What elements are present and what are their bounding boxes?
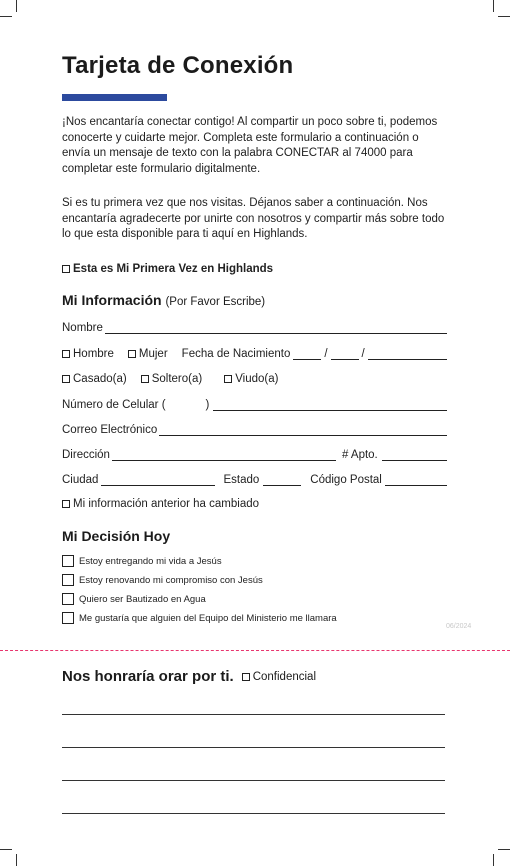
zip-field[interactable] xyxy=(385,474,447,486)
name-label: Nombre xyxy=(62,322,103,334)
date-separator: / xyxy=(324,348,328,360)
crop-mark xyxy=(0,849,12,850)
crop-mark xyxy=(16,854,17,866)
single-label: Soltero(a) xyxy=(151,373,203,385)
document-code: 06/2024 xyxy=(446,623,472,630)
name-row xyxy=(62,318,447,334)
zip-label: Código Postal xyxy=(310,474,382,486)
confidential-checkbox[interactable] xyxy=(242,673,250,681)
decision-label: Quiero ser Bautizado en Agua xyxy=(79,593,206,605)
single-option[interactable] xyxy=(141,373,203,385)
info-heading xyxy=(62,292,265,308)
cut-line xyxy=(0,650,510,651)
decision-label: Estoy entregando mi vida a Jesús xyxy=(79,555,222,567)
intro-paragraph-2: Si es tu primera vez que nos visitas. Déjanos saber a continuación. Nos encantaría agradecerte por unirte con nosotros y compartir más sobre todo lo que esta disponible para ti aquí en Highlands. xyxy=(62,197,445,240)
birth-month-field[interactable] xyxy=(293,348,321,360)
cell-row xyxy=(62,395,447,411)
info-changed-row xyxy=(62,494,447,510)
crop-mark xyxy=(498,849,510,850)
state-field[interactable] xyxy=(263,474,301,486)
crop-mark xyxy=(0,16,12,17)
cell-label: Número de Celular ( xyxy=(62,399,166,411)
crop-mark xyxy=(493,854,494,866)
decision-checkbox[interactable] xyxy=(62,574,74,586)
email-label: Correo Electrónico xyxy=(62,424,158,436)
state-label: Estado xyxy=(223,474,260,486)
birthdate-label: Fecha de Nacimiento xyxy=(181,348,291,360)
single-checkbox[interactable] xyxy=(141,375,149,383)
confidential-option[interactable] xyxy=(242,671,316,683)
married-checkbox[interactable] xyxy=(62,375,70,383)
decision-item[interactable] xyxy=(62,612,337,624)
page-title: Tarjeta de Conexión xyxy=(62,52,294,79)
address-label: Dirección xyxy=(62,449,110,461)
email-row xyxy=(62,420,447,436)
info-heading-text: Mi Información xyxy=(62,292,162,308)
widowed-option[interactable] xyxy=(224,373,278,385)
married-option[interactable] xyxy=(62,373,127,385)
decision-label: Estoy renovando mi compromiso con Jesús xyxy=(79,574,263,586)
prayer-heading-text: Nos honraría orar por ti. xyxy=(62,668,234,685)
first-time-option[interactable] xyxy=(62,263,273,275)
crop-mark xyxy=(16,0,17,12)
intro-paragraph: ¡Nos encantaría conectar contigo! Al compartir un poco sobre ti, podemos conocerte y cuidarte mejor. Completa este formulario a continuación o envía un mensaje de texto con la palabra CONECTAR al 74000 para completar este formulario digitalmente. xyxy=(62,116,438,175)
city-row xyxy=(62,470,447,486)
crop-mark xyxy=(493,0,494,12)
info-changed-label: Mi información anterior ha cambiado xyxy=(73,498,260,510)
email-field[interactable] xyxy=(159,424,447,436)
birth-day-field[interactable] xyxy=(331,348,359,360)
confidential-label: Confidencial xyxy=(252,670,316,683)
married-label: Casado(a) xyxy=(73,373,127,385)
prayer-writing-line[interactable] xyxy=(62,780,445,781)
info-heading-sub: (Por Favor Escribe) xyxy=(165,296,266,308)
address-row xyxy=(62,445,447,461)
widowed-label: Viudo(a) xyxy=(235,373,279,385)
city-field[interactable] xyxy=(101,474,215,486)
decision-item[interactable] xyxy=(62,555,222,567)
widowed-checkbox[interactable] xyxy=(224,375,232,383)
gender-row xyxy=(62,344,447,360)
prayer-writing-line[interactable] xyxy=(62,747,445,748)
info-changed-option[interactable] xyxy=(62,498,259,510)
apt-field[interactable] xyxy=(382,449,447,461)
decision-checkbox[interactable] xyxy=(62,555,74,567)
title-accent-bar xyxy=(62,94,167,101)
decision-item[interactable] xyxy=(62,593,206,605)
decision-label: Me gustaría que alguien del Equipo del Ministerio me llamara xyxy=(79,612,337,624)
male-option[interactable] xyxy=(62,348,114,360)
decision-item[interactable] xyxy=(62,574,263,586)
first-time-checkbox[interactable] xyxy=(62,265,70,273)
prayer-heading xyxy=(62,668,316,685)
female-checkbox[interactable] xyxy=(128,350,136,358)
apt-label: # Apto. xyxy=(341,449,378,461)
decision-checkbox[interactable] xyxy=(62,612,74,624)
city-label: Ciudad xyxy=(62,474,99,486)
marital-row xyxy=(62,369,447,385)
prayer-writing-line[interactable] xyxy=(62,813,445,814)
first-time-label: Esta es Mi Primera Vez en Highlands xyxy=(73,263,274,275)
decision-heading: Mi Decisión Hoy xyxy=(62,528,171,544)
female-label: Mujer xyxy=(138,348,168,360)
prayer-writing-line[interactable] xyxy=(62,714,445,715)
birth-year-field[interactable] xyxy=(368,348,447,360)
address-field[interactable] xyxy=(112,449,336,461)
cell-paren-close: ) xyxy=(205,399,210,411)
decision-checkbox[interactable] xyxy=(62,593,74,605)
female-option[interactable] xyxy=(128,348,168,360)
date-separator: / xyxy=(361,348,365,360)
male-checkbox[interactable] xyxy=(62,350,70,358)
info-changed-checkbox[interactable] xyxy=(62,500,70,508)
male-label: Hombre xyxy=(73,348,114,360)
name-field[interactable] xyxy=(105,322,447,334)
cell-field[interactable] xyxy=(213,399,447,411)
crop-mark xyxy=(498,16,510,17)
